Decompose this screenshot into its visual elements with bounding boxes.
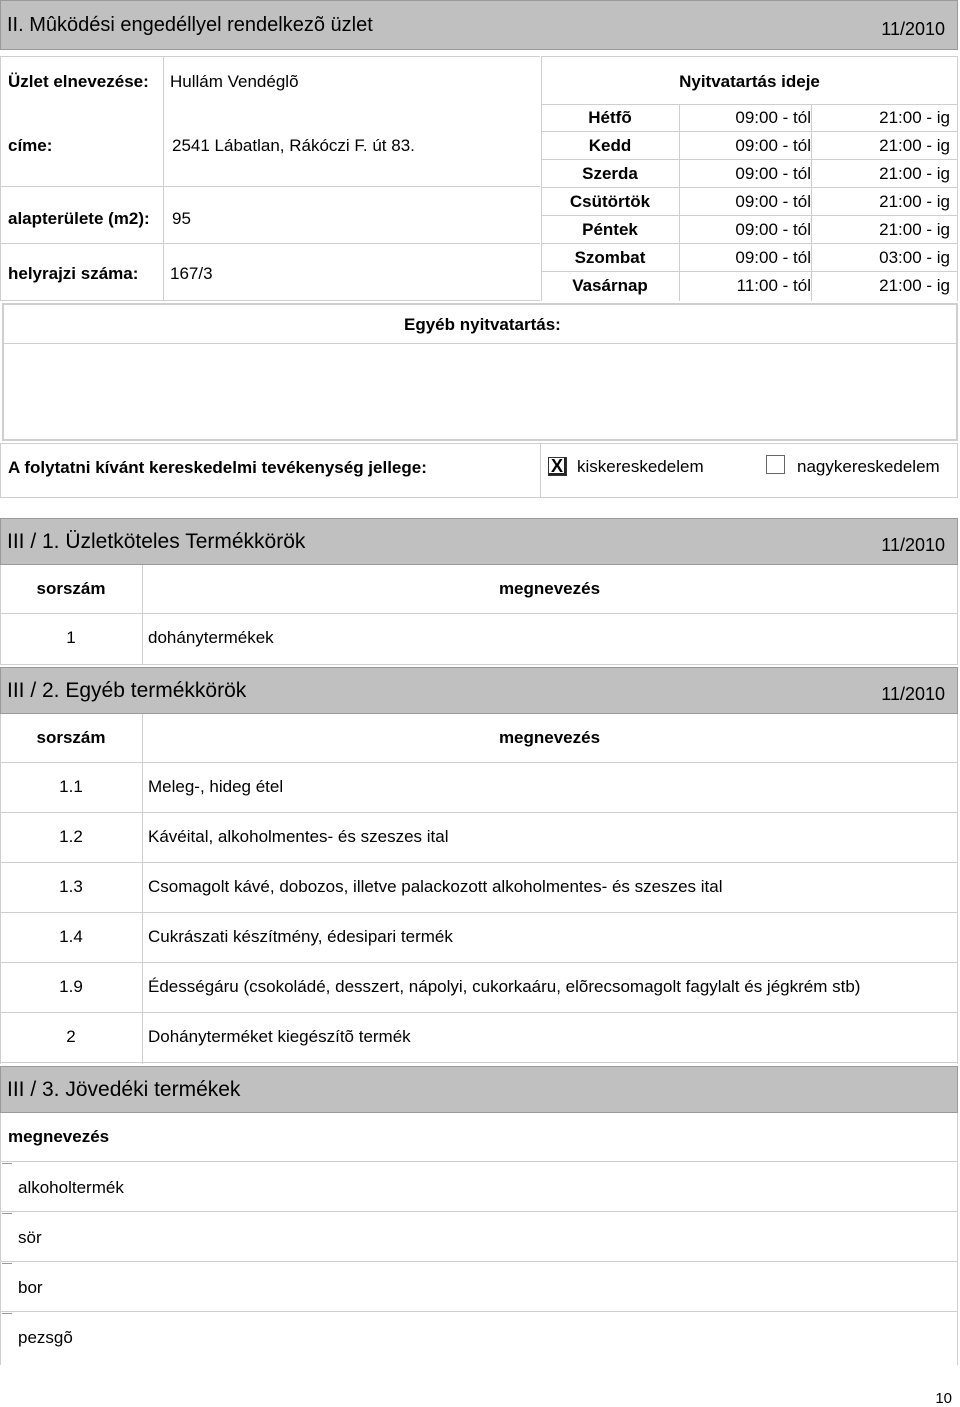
wholesale-label: nagykereskedelem xyxy=(797,457,940,476)
activity-row xyxy=(0,443,958,498)
other-hours-box xyxy=(2,303,958,441)
hours-to: 21:00 - ig xyxy=(879,164,950,183)
section32-col-no: sorszám xyxy=(36,728,106,747)
table-row xyxy=(0,614,958,663)
section33-header xyxy=(0,1066,958,1113)
row-number: 1.1 xyxy=(59,777,83,796)
row-name: pezsgõ xyxy=(18,1328,73,1347)
section33-table xyxy=(0,1113,958,1365)
hours-day: Szerda xyxy=(582,164,638,183)
list-item xyxy=(0,1312,958,1362)
address-value: 2541 Lábatlan, Rákóczi F. út 83. xyxy=(172,136,415,155)
row-number: 1.3 xyxy=(59,877,83,896)
hours-day: Szombat xyxy=(574,248,646,267)
row-name: alkoholtermék xyxy=(18,1178,124,1197)
name-value: Hullám Vendéglõ xyxy=(170,72,299,91)
row-number: 1.9 xyxy=(59,977,83,996)
hours-day: Csütörtök xyxy=(569,192,651,211)
row-name: Cukrászati készítmény, édesipari termék xyxy=(148,927,453,946)
hours-row xyxy=(541,272,958,300)
hours-day: Kedd xyxy=(588,136,632,155)
hours-day: Péntek xyxy=(582,220,638,239)
row-name: Dohányterméket kiegészítõ termék xyxy=(148,1027,411,1046)
section31-col-name: megnevezés xyxy=(498,579,601,598)
hours-to: 21:00 - ig xyxy=(879,276,950,295)
hours-from: 09:00 - tól xyxy=(735,164,811,183)
section32-title: III / 2. Egyéb termékkörök xyxy=(7,679,247,702)
section32-date: 11/2010 xyxy=(881,684,945,704)
hours-to: 03:00 - ig xyxy=(879,248,950,267)
section32-table xyxy=(0,714,958,1064)
hours-row xyxy=(541,244,958,272)
hours-to: 21:00 - ig xyxy=(879,192,950,211)
list-item xyxy=(0,1162,958,1212)
row-number: 2 xyxy=(66,1027,76,1046)
hours-row xyxy=(541,132,958,160)
hours-from: 09:00 - tól xyxy=(735,248,811,267)
retail-checkbox[interactable] xyxy=(548,457,567,476)
hours-row xyxy=(541,216,958,244)
section2-title: II. Mûködési engedéllyel rendelkezõ üzlet xyxy=(7,14,373,36)
table-row xyxy=(0,913,958,962)
wholesale-checkbox[interactable] xyxy=(766,455,785,474)
section33-title: III / 3. Jövedéki termékek xyxy=(7,1078,241,1101)
row-name: Kávéital, alkoholmentes- és szeszes ital xyxy=(148,827,449,846)
hours-from: 09:00 - tól xyxy=(735,220,811,239)
table-row xyxy=(0,813,958,862)
section2-header xyxy=(0,0,958,50)
section2-date: 11/2010 xyxy=(881,19,945,39)
row-name: sör xyxy=(18,1228,42,1247)
row-name: bor xyxy=(18,1278,43,1297)
hours-day: Vasárnap xyxy=(572,276,648,295)
section31-table xyxy=(0,565,958,665)
hours-from: 11:00 - tól xyxy=(736,276,811,295)
parcel-label: helyrajzi száma: xyxy=(8,264,139,283)
store-info xyxy=(0,56,540,301)
parcel-value: 167/3 xyxy=(170,264,213,283)
list-item xyxy=(0,1212,958,1262)
page-number: 10 xyxy=(935,1390,952,1407)
address-label: címe: xyxy=(8,136,53,155)
row-number: 1.2 xyxy=(59,827,83,846)
area-label: alapterülete (m2): xyxy=(8,209,150,228)
hours-from: 09:00 - tól xyxy=(735,108,811,127)
section33-col-name: megnevezés xyxy=(8,1127,110,1146)
hours-to: 21:00 - ig xyxy=(879,108,950,127)
section31-title: III / 1. Üzletköteles Termékkörök xyxy=(7,530,306,553)
retail-label: kiskereskedelem xyxy=(577,457,704,476)
row-name: Meleg-, hideg étel xyxy=(148,777,284,796)
hours-row xyxy=(541,160,958,188)
hours-row xyxy=(541,188,958,216)
retail-check-mark: X xyxy=(551,456,564,476)
row-number: 1 xyxy=(66,628,76,647)
hours-row xyxy=(541,104,958,132)
name-label: Üzlet elnevezése: xyxy=(8,72,149,91)
section32-col-name: megnevezés xyxy=(498,728,601,747)
hours-to: 21:00 - ig xyxy=(879,220,950,239)
activity-label: A folytatni kívánt kereskedelmi tevékenység jellege: xyxy=(8,458,427,477)
hours-day: Hétfõ xyxy=(588,108,632,127)
row-name: Csomagolt kávé, dobozos, illetve palackozott alkoholmentes- és szeszes ital xyxy=(148,877,723,896)
other-hours-label: Egyéb nyitvatartás: xyxy=(404,315,561,334)
hours-from: 09:00 - tól xyxy=(735,136,811,155)
table-row xyxy=(0,863,958,912)
section31-col-no: sorszám xyxy=(36,579,106,598)
row-name: dohánytermékek xyxy=(148,628,274,647)
table-row xyxy=(0,963,958,1012)
hours-title: Nyitvatartás ideje xyxy=(679,72,820,91)
section31-date: 11/2010 xyxy=(881,535,945,555)
area-value: 95 xyxy=(172,209,191,228)
hours-to: 21:00 - ig xyxy=(879,136,950,155)
list-item xyxy=(0,1262,958,1312)
hours-from: 09:00 - tól xyxy=(735,192,811,211)
row-name: Édességáru (csokoládé, desszert, nápolyi, cukorkaáru, elõrecsomagolt fagylalt és jégkrém stb) xyxy=(148,977,861,996)
row-number: 1.4 xyxy=(59,927,83,946)
section32-header xyxy=(0,667,958,714)
section31-header xyxy=(0,518,958,565)
table-row xyxy=(0,1013,958,1062)
table-row xyxy=(0,763,958,812)
